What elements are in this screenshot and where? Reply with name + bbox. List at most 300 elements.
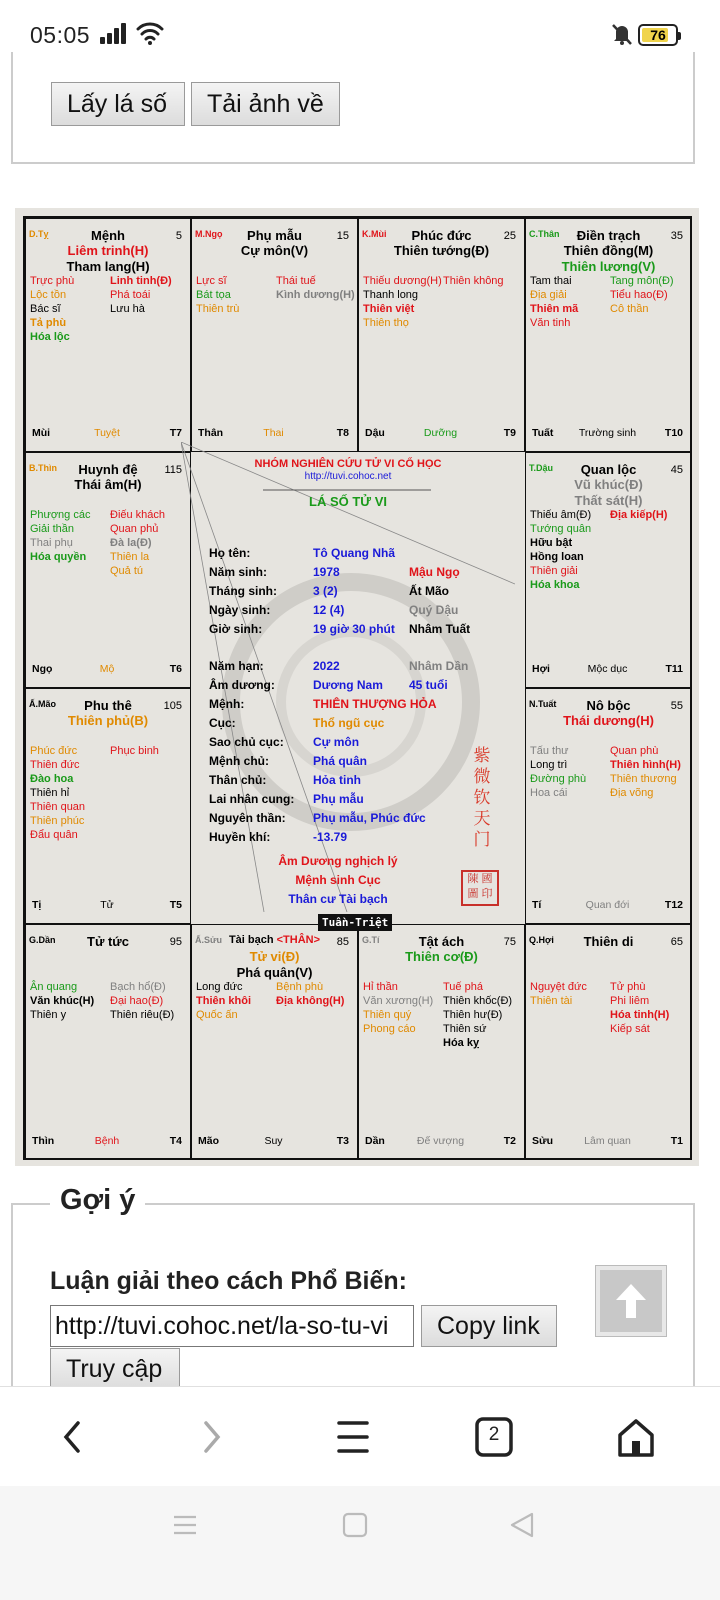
star: Tấu thư <box>530 745 569 757</box>
star: Thái tuế <box>276 275 316 287</box>
info-row <box>209 830 347 844</box>
star <box>610 564 689 578</box>
star: Long đức <box>196 981 243 993</box>
info-extra: 45 tuổi <box>409 678 448 692</box>
earthly-branch: Thân <box>198 427 224 439</box>
palace-age: 35 <box>670 230 683 242</box>
suggest-legend: Gợi ý <box>50 1184 145 1217</box>
home-button[interactable] <box>606 1409 666 1465</box>
star <box>110 758 188 772</box>
info-label: Năm sinh: <box>209 565 268 579</box>
main-star: Thái âm(H) <box>74 477 142 492</box>
seal-char: 钦 <box>473 788 491 807</box>
life-stage: Thai <box>263 427 284 439</box>
info-row <box>209 754 367 768</box>
star: Văn khúc(H) <box>30 995 95 1007</box>
star: Thiên thương <box>610 773 677 785</box>
palace-cell[interactable] <box>25 924 191 1160</box>
copy-link-button[interactable]: Copy link <box>421 1305 557 1347</box>
earthly-branch: Tí <box>532 899 542 911</box>
info-label: Giờ sinh: <box>209 622 263 636</box>
palace-index: T2 <box>503 1135 516 1147</box>
chart-title: LÁ SỐ TỬ VI <box>309 494 387 509</box>
info-row <box>209 811 426 825</box>
star: Hóa lộc <box>30 331 70 343</box>
star <box>30 564 110 578</box>
forward-button[interactable] <box>182 1409 242 1465</box>
recent-apps-icon[interactable] <box>170 1510 200 1540</box>
back-nav-icon[interactable] <box>506 1510 536 1540</box>
star: Đẩu quân <box>30 829 78 841</box>
minor-stars <box>363 274 522 330</box>
star <box>610 536 689 550</box>
palace-position: B.Thìn <box>29 463 57 473</box>
palace-name: Nô bộc <box>586 698 631 713</box>
star: Tử phù <box>610 981 646 993</box>
main-stars <box>192 243 357 259</box>
star: Hóa quyền <box>30 551 87 563</box>
visit-button[interactable]: Truy cập <box>50 1348 180 1390</box>
palace-name: Quan lộc <box>580 462 637 477</box>
palace-age: 15 <box>336 230 349 242</box>
star: Hồng loan <box>530 551 584 563</box>
main-stars <box>26 243 190 275</box>
info-label: Lai nhân cung: <box>209 792 295 806</box>
palace-name: Phu thê <box>84 698 132 713</box>
palace-cell[interactable] <box>25 688 191 924</box>
seal-char: 门 <box>473 830 491 849</box>
star: Địa không(H) <box>276 995 345 1007</box>
info-row <box>209 565 460 579</box>
star <box>110 772 188 786</box>
star: Thiên y <box>30 1009 67 1021</box>
star: Lực sĩ <box>196 275 227 287</box>
info-row <box>209 659 468 673</box>
earthly-branch: Sửu <box>532 1135 554 1147</box>
star: Bệnh phù <box>276 981 324 993</box>
palace-cell[interactable] <box>25 218 191 452</box>
star: Thiên quý <box>363 1009 412 1021</box>
palace-position: T.Dậu <box>529 463 554 473</box>
earthly-branch: Dần <box>365 1135 385 1147</box>
palace-index: T6 <box>169 663 182 675</box>
life-stage: Dưỡng <box>423 427 458 439</box>
star: Đào hoa <box>30 773 74 785</box>
palace-index: T12 <box>664 899 683 911</box>
star: Bạch hổ(Đ) <box>110 981 166 993</box>
main-star: Phá quân(V) <box>236 965 313 980</box>
star: Thiên mã <box>530 303 579 315</box>
earthly-branch: Tuất <box>532 427 554 439</box>
info-row <box>209 716 384 730</box>
star: Phi liêm <box>610 995 650 1007</box>
star: Giải thần <box>30 523 75 535</box>
main-star: Thiên đồng(M) <box>563 243 654 258</box>
star: Ân quang <box>30 981 78 993</box>
palace-cell[interactable] <box>191 218 358 452</box>
star: Đại hao(Đ) <box>110 995 164 1007</box>
main-star: Tham lang(H) <box>66 259 150 274</box>
menu-button[interactable] <box>323 1409 383 1465</box>
star <box>110 800 188 814</box>
star: Thiên không <box>443 275 504 287</box>
seal-char: 紫 <box>473 746 491 765</box>
main-stars <box>526 477 691 509</box>
star: Địa kiếp(H) <box>610 509 668 521</box>
info-value: Phá quân <box>313 754 368 768</box>
life-stage: Trường sinh <box>578 427 637 439</box>
star: Hoa cái <box>530 787 568 799</box>
star: Tuế phá <box>443 981 483 993</box>
star: Thiên hình(H) <box>610 759 681 771</box>
star: Lộc tồn <box>30 289 67 301</box>
palace-age: 55 <box>670 700 683 712</box>
seal-char: 微 <box>473 767 491 786</box>
palace-age: 85 <box>336 936 349 948</box>
palace-name: Thiên di <box>583 934 634 949</box>
star: Tam thai <box>530 275 572 287</box>
palace-cell[interactable] <box>358 924 525 1160</box>
star: Tả phù <box>30 317 67 329</box>
star <box>530 1022 610 1036</box>
star: Văn tinh <box>530 317 571 329</box>
star: Thiên việt <box>363 303 415 315</box>
star: Thiên giải <box>530 565 578 577</box>
main-star: Vũ khúc(Đ) <box>574 477 643 492</box>
main-star: Thiên cơ(Đ) <box>405 949 478 964</box>
info-extra: Nhâm Dần <box>409 659 469 673</box>
star <box>443 302 522 316</box>
info-label: Huyền khí: <box>209 830 271 844</box>
palace-name: Điền trạch <box>576 228 641 243</box>
chevron-left-icon <box>42 1409 102 1465</box>
mute-icon <box>610 22 634 46</box>
star: Thanh long <box>363 289 419 301</box>
star: Thiên hư(Đ) <box>443 1009 503 1021</box>
star: Bác sĩ <box>30 303 61 315</box>
main-star: Liêm trinh(H) <box>67 243 149 258</box>
star: Cô thần <box>610 303 649 315</box>
red-stamp: 陳 國 圖 印 <box>461 870 499 906</box>
palace-age: 105 <box>163 700 182 712</box>
get-chart-button[interactable]: Lấy lá số <box>51 82 185 126</box>
star <box>110 786 188 800</box>
palace-position: D.Tỵ <box>29 229 49 239</box>
palace-age: 65 <box>670 936 683 948</box>
palace-position: G.Tí <box>362 935 380 945</box>
info-value: Hỏa tinh <box>313 773 361 787</box>
minor-stars <box>196 980 355 1022</box>
than-marker: <THÂN> <box>273 934 321 946</box>
info-row <box>209 622 470 636</box>
star <box>110 814 188 828</box>
star: Địa võng <box>610 787 654 799</box>
star: Phượng các <box>30 509 91 521</box>
star: Long trì <box>530 759 568 771</box>
star: Kiếp sát <box>610 1023 650 1035</box>
info-value: Dương Nam <box>313 678 383 692</box>
star: Thiên hỉ <box>30 787 70 799</box>
back-button[interactable] <box>42 1409 102 1465</box>
note-menh-cuc: Mệnh sinh Cục <box>295 873 381 887</box>
star: Thiếu âm(Đ) <box>530 509 592 521</box>
info-extra: Nhâm Tuất <box>409 622 471 636</box>
star <box>530 1008 610 1022</box>
info-value: Thổ ngũ cục <box>313 716 385 730</box>
info-value: 3 (2) <box>313 584 338 598</box>
palace-cell[interactable] <box>525 688 692 924</box>
star <box>610 522 689 536</box>
star: Quan phù <box>610 745 659 757</box>
star: Thiên trù <box>196 303 240 315</box>
star: Trực phù <box>30 275 75 287</box>
minor-stars <box>30 508 188 578</box>
battery-level: 76 <box>650 27 666 43</box>
main-stars <box>526 713 691 729</box>
action-box <box>11 52 695 164</box>
star: Thiên thọ <box>363 317 409 329</box>
star: Thiên quan <box>30 801 86 813</box>
info-value: 12 (4) <box>313 603 345 617</box>
wifi-icon <box>136 20 164 46</box>
star: Hóa tinh(H) <box>610 1009 670 1021</box>
star <box>443 288 522 302</box>
main-star: Cự môn(V) <box>240 243 309 258</box>
info-row <box>209 678 448 692</box>
earthly-branch: Mão <box>198 1135 219 1147</box>
palace-index: T5 <box>169 899 182 911</box>
info-label: Mệnh chủ: <box>209 754 269 768</box>
star: Thiên khốc(Đ) <box>443 995 513 1007</box>
palace-position: Ấ.Sửu <box>195 935 223 945</box>
star: Thiên riêu(Đ) <box>110 1009 175 1021</box>
system-nav-bar <box>0 1486 720 1600</box>
life-stage: Lâm quan <box>584 1135 631 1147</box>
star: Phá toái <box>110 289 151 301</box>
palace-name: Tật ách <box>418 934 465 949</box>
link-input[interactable]: http://tuvi.cohoc.net/la-so-tu-vi <box>50 1305 414 1347</box>
star: Thiên la <box>110 551 150 563</box>
star: Văn xương(H) <box>363 995 434 1007</box>
seal-characters <box>470 745 494 850</box>
arrow-up-icon <box>600 1270 662 1332</box>
site-link[interactable]: http://tuvi.cohoc.net <box>304 471 392 482</box>
tabs-button[interactable] <box>464 1409 524 1465</box>
minor-stars <box>530 744 689 800</box>
star: Đà la(Đ) <box>110 537 152 549</box>
minor-stars <box>530 274 689 330</box>
life-stage: Tử <box>100 899 114 911</box>
scroll-top-button[interactable] <box>596 1266 666 1336</box>
star: Địa giải <box>530 289 567 301</box>
palace-position: M.Ngọ <box>195 229 223 239</box>
star: Thiếu dương(H) <box>363 275 442 287</box>
main-star: Thiên lương(V) <box>561 259 656 274</box>
info-label: Cục: <box>209 716 236 730</box>
star: Hỉ thần <box>363 981 398 993</box>
earthly-branch: Thìn <box>32 1135 55 1147</box>
star: Phúc đức <box>30 745 78 757</box>
minor-stars <box>530 980 689 1036</box>
info-label: Họ tên: <box>209 546 251 560</box>
star: Nguyệt đức <box>530 981 587 993</box>
star: Phục binh <box>110 745 159 757</box>
chart-center <box>181 442 515 912</box>
info-value: 1978 <box>313 565 340 579</box>
info-value: Cự môn <box>313 735 360 749</box>
info-row <box>209 584 449 598</box>
tuan-triet-label: Tuần-Triệt <box>318 914 392 931</box>
palace-name: Phụ mẫu <box>247 228 302 243</box>
palace-position: C.Thân <box>529 229 560 239</box>
earthly-branch: Dậu <box>365 427 385 439</box>
info-row <box>209 697 437 711</box>
star: Quốc ấn <box>196 1009 238 1021</box>
horoscope-chart <box>15 208 699 1166</box>
life-stage: Quan đới <box>585 899 630 911</box>
minor-stars <box>363 980 522 1050</box>
palace-index: T11 <box>665 663 683 675</box>
star: Tiểu hao(Đ) <box>610 289 668 301</box>
palace-cell[interactable] <box>191 924 358 1160</box>
info-extra: Quý Dậu <box>409 603 459 617</box>
palace-position: G.Dần <box>29 935 56 945</box>
info-value: 19 giờ 30 phút <box>313 622 395 636</box>
main-stars <box>359 949 524 965</box>
earthly-branch: Ngọ <box>32 663 53 675</box>
main-star: Thiên phủ(B) <box>67 713 149 728</box>
info-label: Mệnh: <box>209 697 245 711</box>
browser-toolbar <box>0 1386 720 1486</box>
star: Quả tú <box>110 565 144 577</box>
star: Phong cáo <box>363 1023 416 1035</box>
status-bar <box>0 0 720 58</box>
main-stars <box>26 477 190 493</box>
research-group: NHÓM NGHIÊN CỨU TỬ VI CỔ HỌC <box>254 458 442 470</box>
minor-stars <box>196 274 355 316</box>
info-value: Tô Quang Nhã <box>313 546 395 560</box>
palace-position: Q.Hợi <box>529 935 554 945</box>
palace-age: 115 <box>164 464 182 476</box>
tab-count: 2 <box>488 1424 500 1445</box>
home-icon <box>606 1409 666 1465</box>
palace-index: T3 <box>336 1135 349 1147</box>
info-value: THIÊN THƯỢNG HỎA <box>313 697 437 711</box>
palace-age: 75 <box>503 936 516 948</box>
palace-index: T1 <box>670 1135 683 1147</box>
palace-position: K.Mùi <box>362 229 387 239</box>
star: Hóa kỵ <box>443 1037 480 1049</box>
info-value: Phụ mẫu <box>313 792 364 806</box>
info-label: Âm dương: <box>209 678 275 692</box>
note-yinyang: Âm Dương nghịch lý <box>278 854 398 868</box>
palace-name: Phúc đức <box>411 228 472 243</box>
main-stars <box>359 243 524 259</box>
life-stage: Bệnh <box>94 1135 120 1147</box>
main-stars <box>26 713 190 729</box>
palace-index: T8 <box>336 427 349 439</box>
palace-position: Ấ.Mão <box>29 699 56 709</box>
info-label: Tháng sinh: <box>209 584 277 598</box>
palace-cell[interactable] <box>25 452 191 688</box>
info-extra: Mậu Ngọ <box>409 565 460 579</box>
info-row <box>209 735 359 749</box>
star: Thiên tài <box>530 995 573 1007</box>
info-value: Phụ mẫu, Phúc đức <box>313 811 426 825</box>
palace-age: 95 <box>169 936 182 948</box>
info-label: Năm hạn: <box>209 659 264 673</box>
star <box>363 1036 443 1050</box>
hamburger-icon <box>323 1409 383 1465</box>
suggest-heading: Luận giải theo cách Phổ Biến: <box>50 1267 407 1295</box>
palace-name: Tử tức <box>87 934 129 949</box>
life-stage: Mộ <box>99 663 115 675</box>
earthly-branch: Hợi <box>532 663 550 675</box>
info-label: Ngày sinh: <box>209 603 271 617</box>
palace-name: Tài bạch <THÂN> <box>228 934 321 946</box>
palace-age: 5 <box>175 230 182 242</box>
palace-index: T10 <box>664 427 683 439</box>
star <box>110 316 188 330</box>
star: Lưu hà <box>110 303 145 315</box>
star: Điếu khách <box>110 509 166 521</box>
earthly-branch: Tị <box>32 899 42 911</box>
life-stage: Mộc dục <box>587 663 628 675</box>
palace-age: 45 <box>670 464 683 476</box>
main-star: Thiên tướng(Đ) <box>393 243 490 258</box>
palace-cell[interactable] <box>358 218 525 452</box>
info-row <box>209 773 361 787</box>
info-value: -13.79 <box>313 830 348 844</box>
star: Đường phù <box>530 773 587 785</box>
minor-stars <box>530 508 689 592</box>
palace-cell[interactable] <box>525 924 692 1160</box>
info-value: 2022 <box>313 659 340 673</box>
main-star: Tử vi(Đ) <box>249 949 300 964</box>
star: Thai phụ <box>30 537 73 549</box>
palace-index: T9 <box>503 427 516 439</box>
battery-icon <box>638 24 678 46</box>
palace-cell[interactable] <box>525 218 692 452</box>
life-stage: Đế vượng <box>416 1135 465 1147</box>
chevron-right-icon <box>182 1409 242 1465</box>
palace-name: Huynh đệ <box>78 462 138 477</box>
minor-stars <box>30 980 188 1022</box>
download-image-button[interactable]: Tải ảnh về <box>191 82 340 126</box>
life-stage: Suy <box>264 1135 283 1147</box>
main-star: Thất sát(H) <box>574 493 643 508</box>
main-stars <box>526 243 691 275</box>
info-extra: Ất Mão <box>409 584 449 598</box>
palace-index: T7 <box>169 427 182 439</box>
star: Tướng quân <box>530 523 592 535</box>
info-label: Sao chủ cục: <box>209 735 284 749</box>
star: Bát tọa <box>196 289 231 301</box>
main-star: Thái dương(H) <box>563 713 654 728</box>
minor-stars <box>30 744 188 842</box>
info-label: Nguyên thần: <box>209 811 286 825</box>
star: Thiên khôi <box>196 995 251 1007</box>
home-nav-icon[interactable] <box>340 1510 370 1540</box>
life-stage: Tuyệt <box>94 427 120 439</box>
palace-age: 25 <box>503 230 516 242</box>
seal-char: 天 <box>473 809 491 828</box>
star: Linh tinh(Đ) <box>110 275 172 287</box>
palace-cell[interactable] <box>525 452 692 688</box>
info-label: Thân chủ: <box>209 773 267 787</box>
minor-stars <box>30 274 188 344</box>
star: Quan phủ <box>110 523 159 535</box>
